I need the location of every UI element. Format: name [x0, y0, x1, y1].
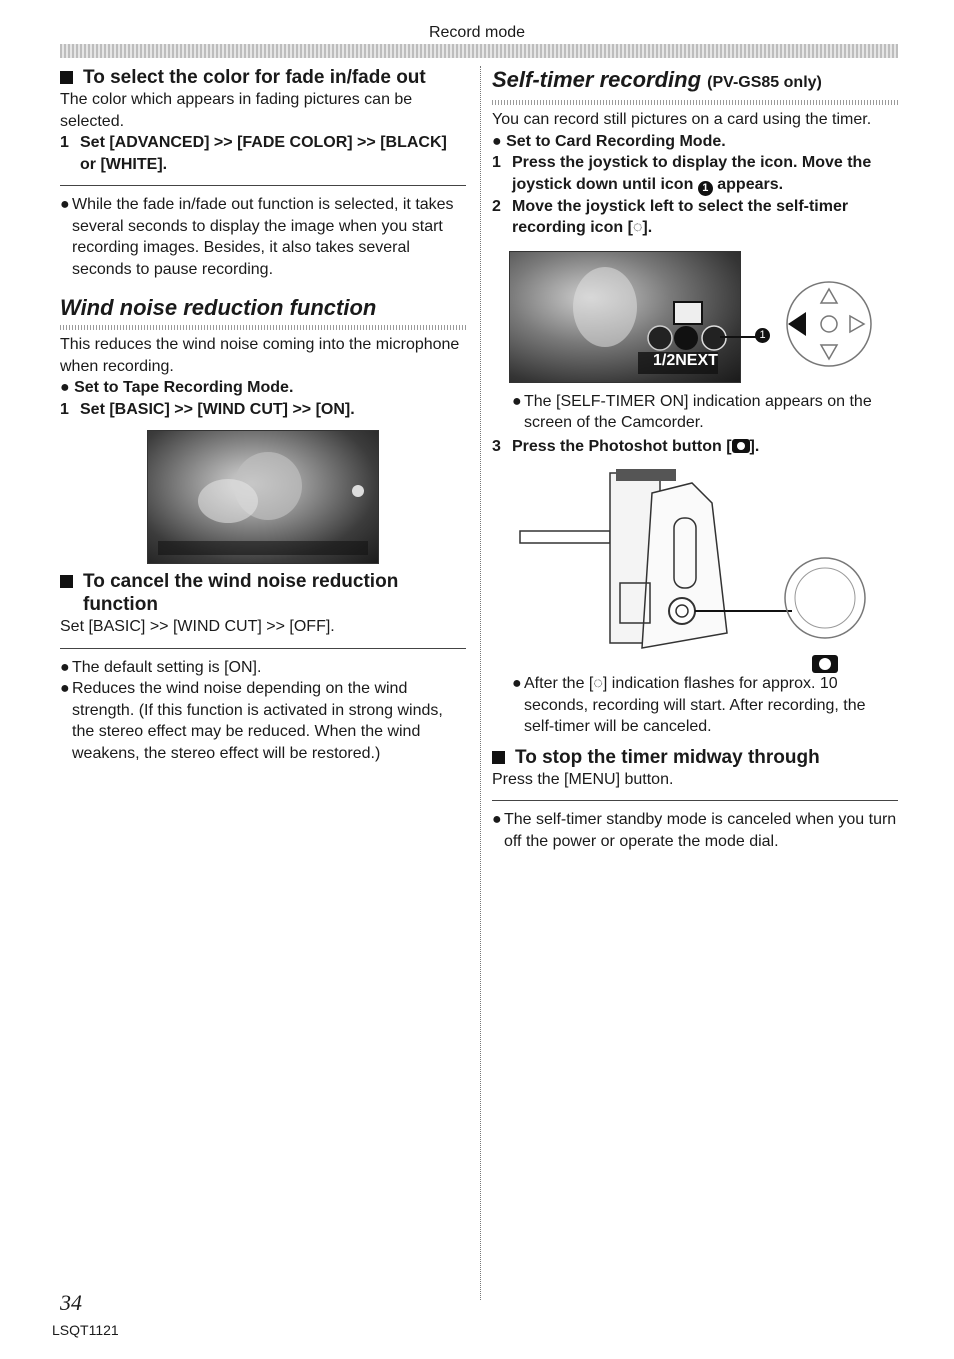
self-timer-step-2: 2 Move the joystick left to select the self-timer recording icon [◌]. [492, 197, 849, 236]
stop-timer-text: Press the [MENU] button. [492, 770, 674, 788]
bullet-icon: ● [60, 680, 70, 697]
lcd-callout-line [720, 336, 756, 338]
callout-1-icon: 1 [698, 181, 713, 196]
bullet-icon: ● [492, 811, 502, 828]
square-bullet-icon [60, 71, 73, 84]
wind-cancel-heading: To cancel the wind noise reduction function [60, 570, 466, 616]
wind-section-title: Wind noise reduction function [60, 295, 377, 320]
lcd-screenshot [509, 251, 741, 383]
document-code: LSQT1121 [52, 1322, 119, 1338]
self-timer-intro: You can record still pictures on a card using the timer. [492, 111, 872, 128]
self-timer-note-1: ● The [SELF-TIMER ON] indication appears on the screen of the Camcorder. [492, 391, 898, 434]
photoshot-camera-icon [732, 439, 750, 453]
column-divider [480, 66, 481, 1300]
fade-color-heading: To select the color for fade in/fade out [60, 66, 466, 89]
bullet-icon: ● [60, 196, 70, 213]
right-column [492, 66, 898, 852]
fade-color-intro: The color which appears in fading pictures can be selected. [60, 91, 413, 130]
wind-note-2: ● Reduces the wind noise depending on the wind strength. (If this function is activated in strong winds, the stereo effect may be reduced. When the wind weakens, the stereo effect will be restored.) [60, 678, 466, 764]
bullet-icon: ● [60, 658, 70, 676]
wind-step-1: 1 Set [BASIC] >> [WIND CUT] >> [ON]. [60, 400, 355, 418]
bullet-icon: ● [512, 392, 522, 410]
lcd-figure [492, 251, 898, 391]
running-header: Record mode [428, 24, 526, 41]
camcorder-illustration [492, 463, 892, 673]
card-mode: ● Set to Card Recording Mode. [492, 132, 726, 150]
wind-cancel-text: Set [BASIC] >> [WIND CUT] >> [OFF]. [60, 618, 335, 635]
wind-note-1: ● The default setting is [ON]. [60, 657, 466, 679]
self-timer-step-1: 1 Press the joystick to display the icon. Move the joystick down until icon 1 appears. [492, 154, 872, 194]
self-timer-note-2: ● After the [◌] indication flashes for approx. 10 seconds, recording will start. After recording, the self-timer will be canceled. [492, 673, 898, 738]
rule [60, 185, 466, 186]
self-timer-icon: ◌ [593, 675, 603, 692]
bullet-icon: ● [512, 675, 522, 692]
square-bullet-icon [60, 575, 73, 588]
dotted-rule [492, 100, 898, 105]
dotted-rule [60, 325, 466, 330]
self-timer-note-3: ● The self-timer standby mode is canceled when you turn off the power or operate the mode dial. [492, 809, 898, 852]
wind-intro: This reduces the wind noise coming into the microphone when recording. [60, 336, 460, 375]
header-band [60, 44, 898, 58]
camcorder-figure [492, 463, 898, 673]
lcd-callout-1-icon: 1 [755, 328, 770, 343]
fade-color-step-1: 1 Set [ADVANCED] >> [FADE COLOR] >> [BLACK] or [WHITE]. [60, 134, 447, 173]
self-timer-title: Self-timer recording (PV-GS85 only) [492, 67, 822, 92]
joystick-left-icon [784, 279, 874, 369]
left-column [60, 66, 466, 764]
rule [60, 648, 466, 649]
self-timer-step-3: 3 Press the Photoshot button [ ]. [492, 437, 760, 455]
self-timer-icon: ◌ [632, 219, 643, 236]
rule [492, 800, 898, 801]
wind-menu-screenshot [147, 430, 379, 564]
fade-color-note: ● While the fade in/fade out function is selected, it takes several seconds to display the image when you start recording images. Besides, it also takes several seconds to pause recording. [60, 194, 466, 280]
square-bullet-icon [492, 751, 505, 764]
page-number: 34 [60, 1290, 82, 1315]
wind-photo-art [148, 431, 378, 563]
wind-mode: ● Set to Tape Recording Mode. [60, 379, 294, 396]
lcd-next-label: 1/2NEXT [653, 351, 718, 369]
stop-timer-heading: To stop the timer midway through [492, 746, 898, 769]
